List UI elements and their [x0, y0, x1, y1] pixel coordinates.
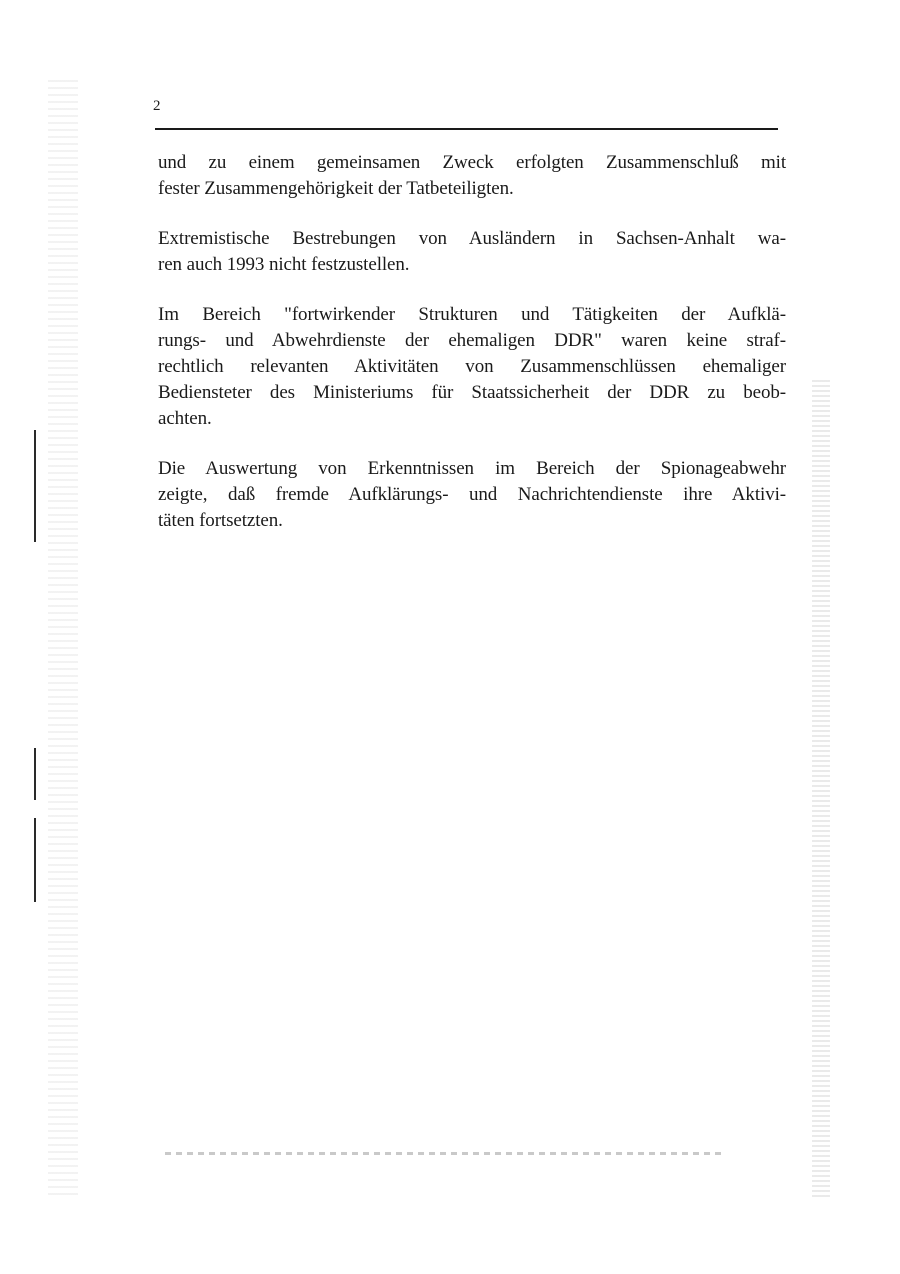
paragraph-3	[158, 302, 786, 432]
paragraph-4	[158, 456, 786, 534]
text-line: rungs- und Abwehrdienste der ehemaligen DDR" waren keine straf-	[158, 330, 786, 351]
text-line: Die Auswertung von Erkenntnissen im Bereich der Spionageabwehr	[158, 458, 786, 479]
paragraph-1	[158, 150, 786, 202]
scan-edge-right	[812, 380, 830, 1200]
text-line: zeigte, daß fremde Aufklärungs- und Nachrichtendienste ihre Aktivi-	[158, 484, 786, 505]
scan-artifact	[165, 1152, 725, 1155]
text-line: Bediensteter des Ministeriums für Staatssicherheit der DDR zu beob-	[158, 382, 786, 403]
text-line: und zu einem gemeinsamen Zweck erfolgten Zusammenschluß mit	[158, 152, 786, 173]
text-line: Im Bereich "fortwirkender Strukturen und Tätigkeiten der Aufklä-	[158, 304, 786, 325]
page-number: 2	[153, 98, 161, 114]
paragraph-2	[158, 226, 786, 278]
margin-mark	[34, 430, 36, 542]
header-rule	[155, 128, 778, 130]
margin-mark	[34, 748, 36, 800]
text-line: täten fortsetzten.	[158, 510, 283, 531]
margin-mark	[34, 818, 36, 902]
scan-edge-left	[48, 80, 78, 1200]
text-line: fester Zusammengehörigkeit der Tatbeteiligten.	[158, 178, 514, 199]
text-line: achten.	[158, 408, 212, 429]
body-text	[158, 150, 786, 558]
text-line: ren auch 1993 nicht festzustellen.	[158, 254, 410, 275]
text-line: Extremistische Bestrebungen von Ausländern in Sachsen-Anhalt wa-	[158, 228, 786, 249]
text-line: rechtlich relevanten Aktivitäten von Zusammenschlüssen ehemaliger	[158, 356, 786, 377]
